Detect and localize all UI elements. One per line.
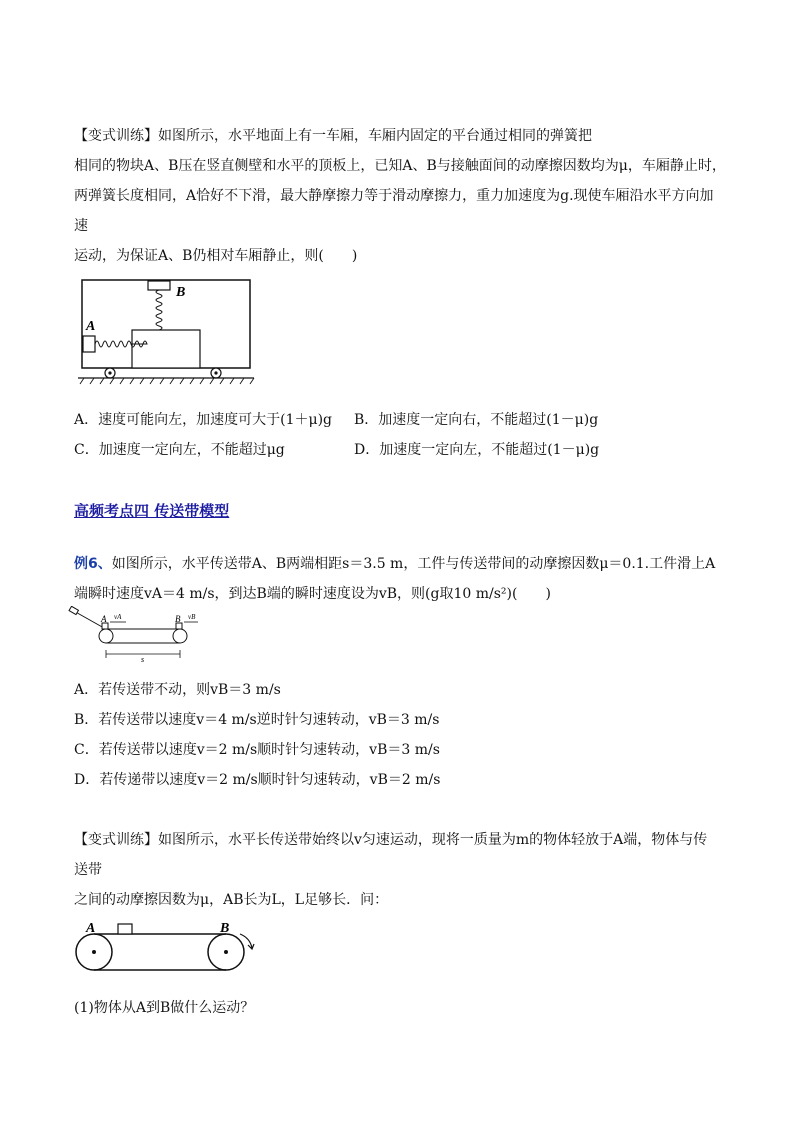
variant1-option-c: C．加速度一定向左，不能超过μg <box>74 442 285 458</box>
example6-option-c: C．若传送带以速度v＝2 m/s顺时针匀速转动，vB＝3 m/s <box>74 742 440 758</box>
conveyor-figure-variant2 <box>72 918 262 978</box>
fig-label-vb: vB <box>188 613 196 621</box>
vertical-spring <box>156 290 162 330</box>
ground-hatch <box>80 378 254 384</box>
variant1-option-a: A．速度可能向左，加速度可大于(1＋μ)g <box>74 412 333 428</box>
example6-option-d: D．若传递带以速度v＝2 m/s顺时针匀速转动，vB＝2 m/s <box>74 772 441 788</box>
example6-label: 例6、 <box>74 556 112 572</box>
example6-option-b: B．若传送带以速度v＝4 m/s逆时针匀速转动，vB＝3 m/s <box>74 712 440 728</box>
variant2-line1: 【变式训练】如图所示，水平长传送带始终以v匀速运动，现将一质量为m的物体轻放于A端，物体与传 <box>74 832 708 848</box>
variant1-line5: 运动，为保证A、B仍相对车厢静止，则( ) <box>74 248 358 264</box>
example6-line1 <box>74 554 715 574</box>
fig-label-a: A <box>101 614 107 624</box>
variant1-line3: 两弹簧长度相同，A恰好不下滑，最大静摩擦力等于滑动摩擦力，重力加速度为g.现使车厢沿水平方向加 <box>74 188 714 204</box>
example6-option-a: A．若传送带不动，则vB＝3 m/s <box>74 682 281 698</box>
fig-label-s: s <box>141 655 145 664</box>
fig-label-b: B <box>220 921 230 936</box>
fig-label-b: B <box>175 614 181 624</box>
fig-label-va: vA <box>114 613 122 621</box>
block-a <box>83 336 95 352</box>
example6-line1-text: 如图所示，水平传送带A、B两端相距s＝3.5 m，工件与传送带间的动摩擦因数μ＝0.1.工件滑上A <box>111 556 716 572</box>
variant1-line1: 【变式训练】如图所示，水平地面上有一车厢，车厢内固定的平台通过相同的弹簧把 <box>74 128 592 144</box>
variant1-option-b: B．加速度一定向右，不能超过(1－μ)g <box>354 412 599 428</box>
example6-line2: 端瞬时速度vA＝4 m/s，到达B端的瞬时速度设为vB，则(g取10 m/s²)( ) <box>74 586 551 602</box>
variant2-line2: 送带 <box>74 862 102 878</box>
variant1-line2: 相同的物块A、B压在竖直侧壁和水平的顶板上，已知A、B与接触面间的动摩擦因数均为μ，车厢静止时， <box>74 158 726 174</box>
variant2-line3: 之间的动摩擦因数为μ，AB长为L，L足够长．问： <box>74 892 389 908</box>
conveyor-figure-ex6 <box>68 606 218 664</box>
workpiece-ramp <box>69 606 78 614</box>
fig-label-a: A <box>86 921 96 936</box>
variant2-question1: (1)物体从A到B做什么运动？ <box>74 1000 255 1016</box>
section-heading: 高频考点四 传送带模型 <box>74 502 230 520</box>
carriage-figure <box>74 276 264 386</box>
variant1-line4: 速 <box>74 218 88 234</box>
roller-right <box>173 629 187 643</box>
roller-left <box>99 629 113 643</box>
fig-label-a: A <box>86 319 96 334</box>
fig-label-b: B <box>176 285 186 300</box>
block-b <box>148 281 170 290</box>
object-block <box>118 924 132 934</box>
variant1-option-d: D．加速度一定向左，不能超过(1－μ)g <box>354 442 600 458</box>
platform <box>132 330 200 368</box>
